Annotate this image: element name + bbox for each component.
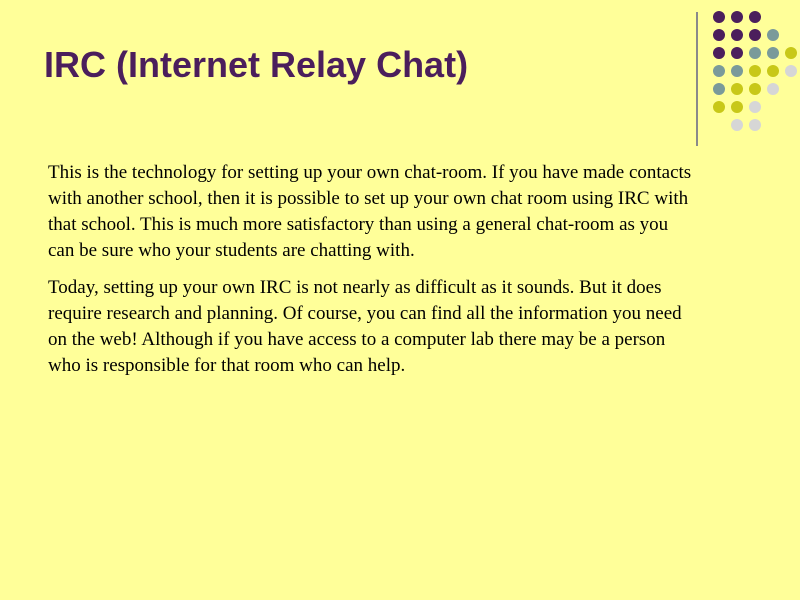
decorative-dot	[749, 47, 761, 59]
decorative-dot	[713, 11, 725, 23]
decorative-dot	[713, 101, 725, 113]
slide-body	[48, 160, 698, 390]
decorative-dot	[749, 11, 761, 23]
decorative-dot	[749, 101, 761, 113]
decorative-dot	[785, 65, 797, 77]
paragraph-1: This is the technology for setting up your own chat-room. If you have made contacts with another school, then it is possible to set up your own chat room using IRC with that school. This is much more satisfactory than using a general chat-room as you can be sure who your students are chatting with.	[48, 162, 692, 261]
decorative-dot	[767, 29, 779, 41]
decorative-dot	[749, 83, 761, 95]
decorative-dot	[731, 83, 743, 95]
decorative-dot	[731, 119, 743, 131]
paragraph-2: Today, setting up your own IRC is not nearly as difficult as it sounds. But it does require research and planning. Of course, you can find all the information you need on the web! Although if you have access to a computer lab there may be a person who is responsible for that room who can help.	[48, 277, 682, 376]
decorative-dot	[767, 65, 779, 77]
decorative-dot	[731, 11, 743, 23]
decorative-dot	[713, 29, 725, 41]
decorative-dot	[767, 83, 779, 95]
decorative-dot	[731, 65, 743, 77]
decorative-dot	[713, 83, 725, 95]
decorative-dot-grid	[707, 11, 797, 131]
decorative-dot	[749, 65, 761, 77]
decorative-dot	[785, 47, 797, 59]
decorative-dot	[713, 47, 725, 59]
decorative-dot	[731, 29, 743, 41]
decorative-divider-line	[696, 12, 698, 146]
slide-title: IRC (Internet Relay Chat)	[44, 44, 469, 85]
decorative-dot	[731, 47, 743, 59]
decorative-dot	[731, 101, 743, 113]
decorative-dot	[713, 65, 725, 77]
decorative-dot	[767, 47, 779, 59]
decorative-dot	[749, 29, 761, 41]
decorative-dot	[749, 119, 761, 131]
